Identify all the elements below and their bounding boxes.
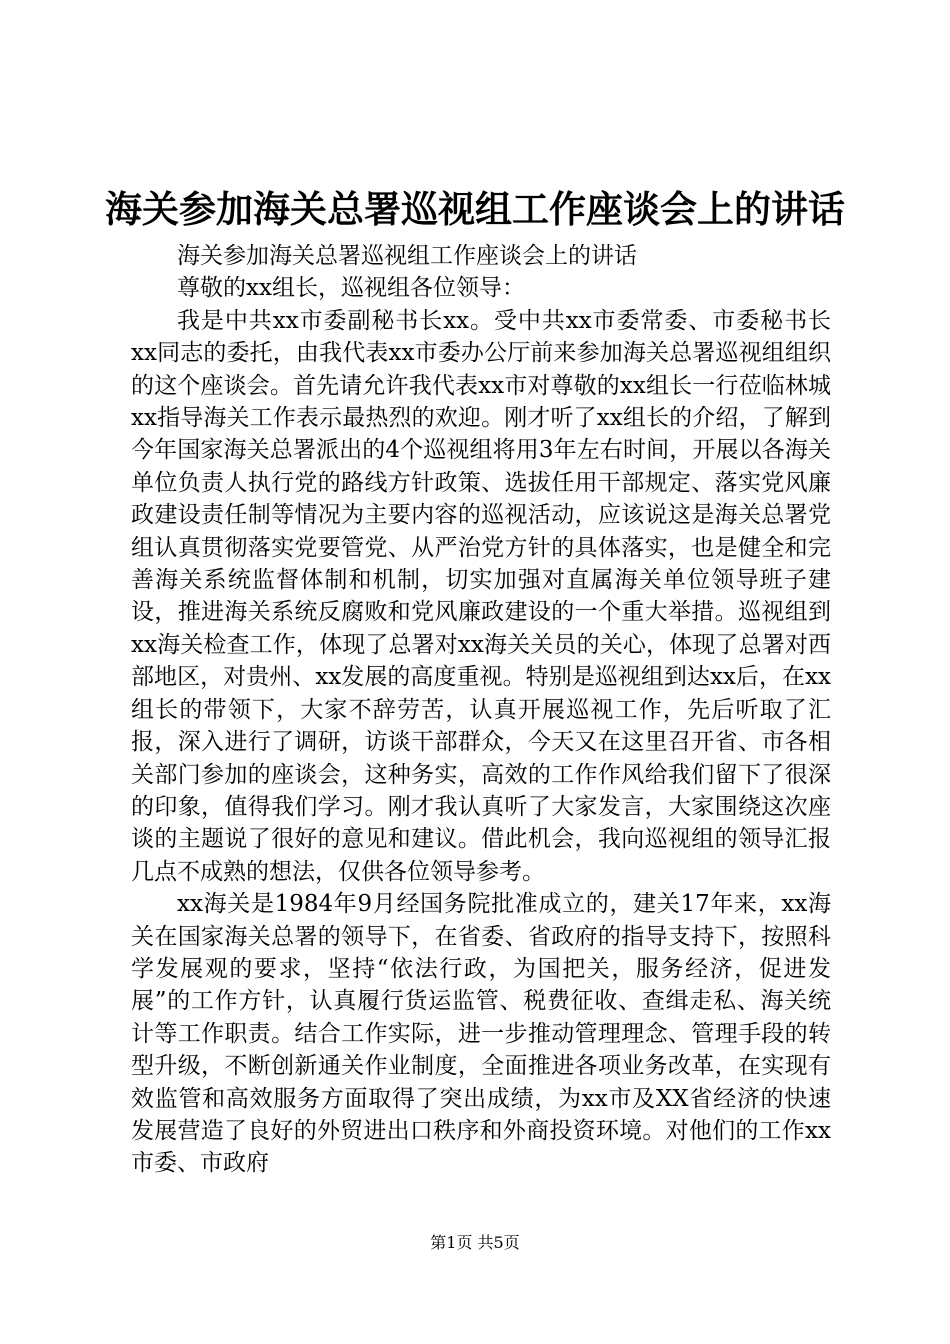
subtitle-paragraph: 海关参加海关总署巡视组工作座谈会上的讲话 [177,243,637,269]
body-paragraph: xx海关是1984年9月经国务院批准成立的，建关17年来，xx海关在国家海关总署的领导下，在省委、省政府的指导支持下，按照科学发展观的要求，坚持“依法行政，为国把关，服务经济，促进发展”的工作方针，认真履行货运监管、税费征收、查缉走私、海关统计等工作职责。结合工作实际，进一步推动管理理念、管理手段的转型升级，不断创新通关作业制度，全面推进各项业务改革，在实现有效监管和高效服务方面取得了突出成绩，为xx市及XX省经济的快速发展营造了良好的外贸进出口秩序和外商投资环境。对他们的工作xx市委、市政府 [131,891,831,1177]
document-title: 海关参加海关总署巡视组工作座谈会上的讲话 [105,187,845,231]
document-body [131,240,831,1180]
page-number: 第1页 共5页 [430,1233,520,1252]
salutation-paragraph: 尊敬的xx组长，巡视组各位领导： [177,275,525,302]
body-paragraph: 我是中共xx市委副秘书长xx。受中共xx市委常委、市委秘书长xx同志的委托，由我代表xx市委办公厅前来参加海关总署巡视组组织的这个座谈会。首先请允许我代表xx市对尊敬的xx组长一行莅临林城xx指导海关工作表示最热烈的欢迎。刚才听了xx组长的介绍，了解到今年国家海关总署派出的4个巡视组将用3年左右时间，开展以各海关单位负责人执行党的路线方针政策、选拔任用干部规定、落实党风廉政建设责任制等情况为主要内容的巡视活动，应该说这是海关总署党组认真贯彻落实党要管党、从严治党方针的具体落实，也是健全和完善海关系统监督体制和机制，切实加强对直属海关单位领导班子建设，推进海关系统反腐败和党风廉政建设的一个重大举措。巡视组到xx海关检查工作，体现了总署对xx海关关员的关心，体现了总署对西部地区，对贵州、xx发展的高度重视。特别是巡视组到达xx后，在xx组长的带领下，大家不辞劳苦，认真开展巡视工作，先后听取了汇报，深入进行了调研，访谈干部群众，今天又在这里召开省、市各相关部门参加的座谈会，这种务实，高效的工作作风给我们留下了很深的印象，值得我们学习。刚才我认真听了大家发言，大家围绕这次座谈的主题说了很好的意见和建议。借此机会，我向巡视组的领导汇报几点不成熟的想法，仅供各位领导参考。 [131,307,831,885]
